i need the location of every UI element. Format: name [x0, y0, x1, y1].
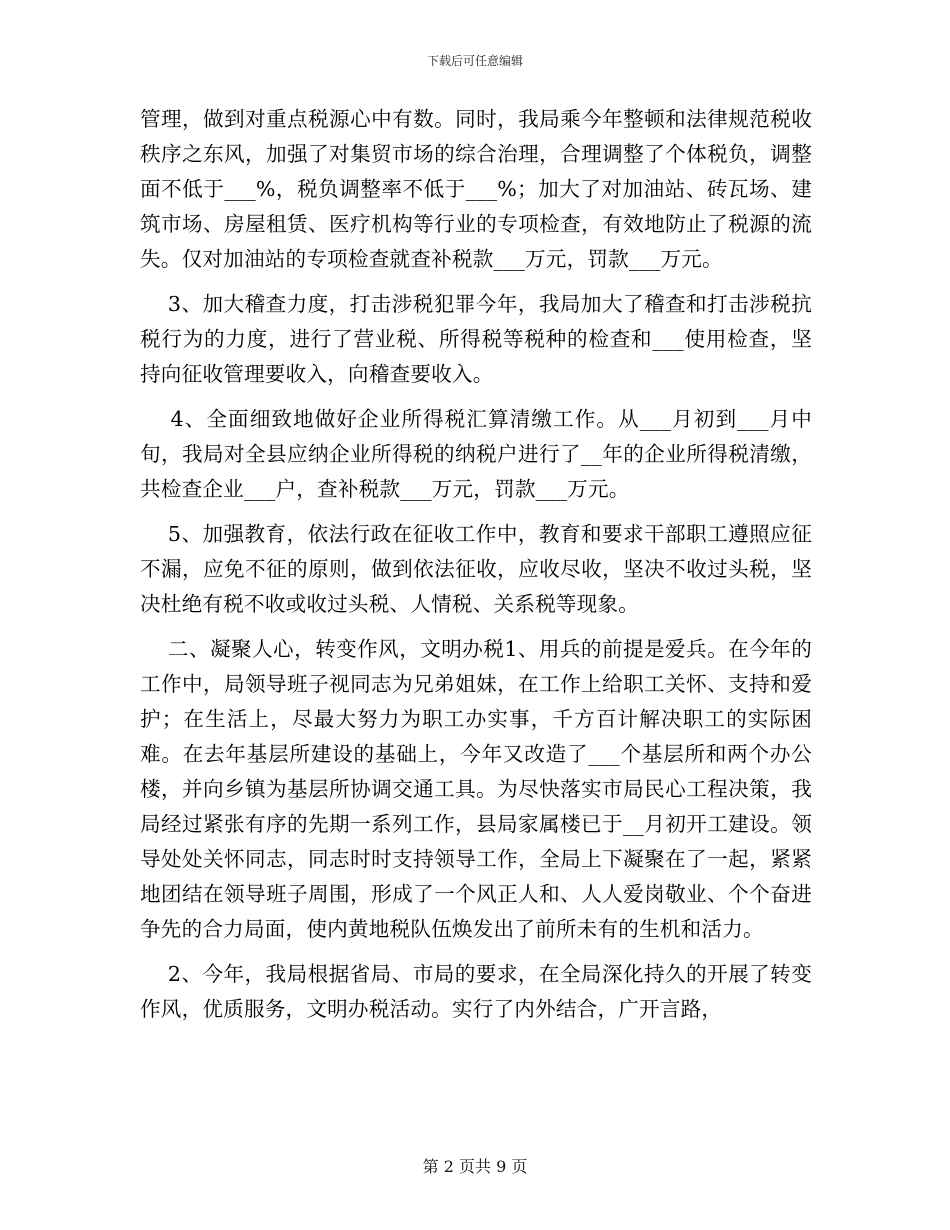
paragraph-education: 5、加强教育，依法行政在征收工作中，教育和要求干部职工遵照应征不漏，应免不征的原则，做到依法征收，应收尽收，坚决不收过头税，坚决杜绝有税不收或收过头税、人情税、关系税等现象。	[140, 522, 812, 616]
page-header-note: 下载后可任意编辑	[426, 54, 523, 68]
paragraph-cohesion: 二、凝聚人心，转变作风，文明办税1、用兵的前提是爱兵。在今年的工作中，局领导班子视同志为兄弟姐妹，在工作上给职工关怀、支持和爱护；在生活上，尽最大努力为职工办实事，千方百计解决职工的实际困难。在去年基层所建设的基础上，今年又改造了___个基层所和两个办公楼，并向乡镇为基层所协调交通工具。为尽快落实市局民心工程决策，我局经过紧张有序的先期一系列工作，县局家属楼已于__月初开工建设。领导处处关怀同志，同志时时支持领导工作，全局上下凝聚在了一起，紧紧地团结在领导班子周围，形成了一个风正人和、人人爱岗敬业、个个奋进争先的合力局面，使内黄地税队伍焕发出了前所未有的生机和活力。	[140, 637, 812, 941]
page-number: 第 2 页共 9 页	[422, 1157, 528, 1176]
paragraph-style-change: 2、今年，我局根据省局、市局的要求，在全局深化持久的开展了转变作风，优质服务，文明办税活动。实行了内外结合，广开言路，	[140, 962, 812, 1021]
paragraph-income-tax-settlement: 4、全面细致地做好企业所得税汇算清缴工作。从___月初到___月中旬，我局对全县应纳企业所得税的纳税户进行了__年的企业所得税清缴，共检查企业___户，查补税款___万元，罚款___万元。	[140, 407, 812, 501]
paragraph-tax-management: 管理，做到对重点税源心中有数。同时，我局乘今年整顿和法律规范税收秩序之东风，加强了对集贸市场的综合治理，合理调整了个体税负，调整面不低于___%，税负调整率不低于___%；加大了对加油站、砖瓦场、建筑市场、房屋租赁、医疗机构等行业的专项检查，有效地防止了税源的流失。仅对加油站的专项检查就查补税款___万元，罚款___万元。	[140, 107, 812, 271]
paragraph-audit-enforcement: 3、加大稽查力度，打击涉税犯罪今年，我局加大了稽查和打击涉税抗税行为的力度，进行了营业税、所得税等税种的检查和___使用检查，坚持向征收管理要收入，向稽查要收入。	[140, 292, 812, 386]
document-body	[140, 102, 812, 1027]
